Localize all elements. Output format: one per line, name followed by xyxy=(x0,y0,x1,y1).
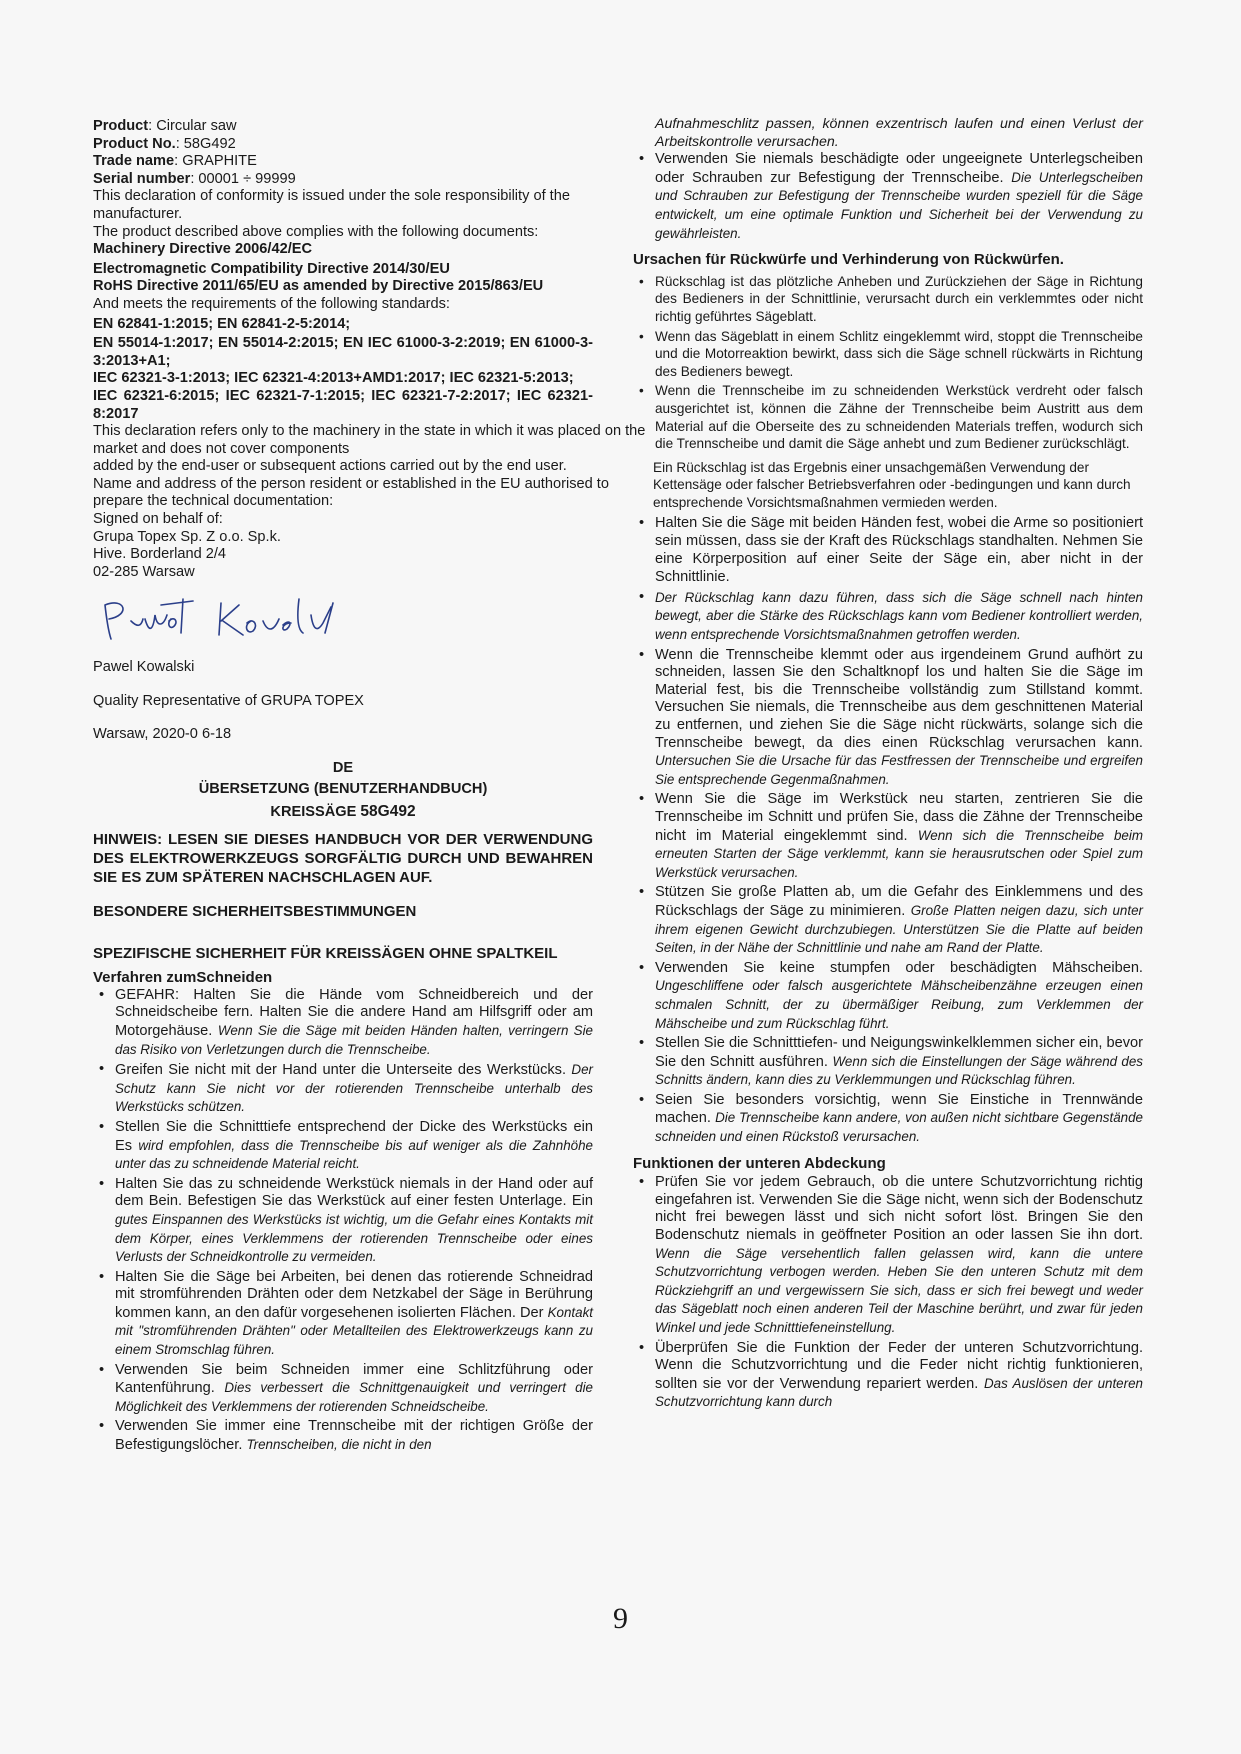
signatory-name: Pawel Kowalski xyxy=(93,659,195,676)
address-street: Hive. Borderland 2/4 xyxy=(93,546,227,563)
kickback-list xyxy=(633,273,1143,453)
heading-cutting: Verfahren zumSchneiden xyxy=(93,969,273,987)
signed-on-behalf: Signed on behalf of: xyxy=(93,511,223,528)
product-line: Product: Circular saw xyxy=(93,118,237,134)
list-item: • Stellen Sie die Schnitttiefe entsprechend der Dicke des Werkstücks ein Es wird empfohlen, dass die Trennscheibe bis auf weniger als die Zahnhöhe unter das zu schneidende Material reicht. xyxy=(93,1119,593,1174)
standards-1: EN 62841-1:2015; EN 62841-2-5:2014; xyxy=(93,315,351,332)
place-date: Warsaw, 2020-0 6-18 xyxy=(93,726,232,743)
heading-kickback: Ursachen für Rückwürfe und Verhinderung von Rückwürfen. xyxy=(633,251,1064,269)
standards-3: IEC 62321-3-1:2013; IEC 62321-4:2013+AMD1:2017; IEC 62321-5:2013; xyxy=(93,370,574,387)
address-city: 02-285 Warsaw xyxy=(93,563,195,580)
list-item: • Prüfen Sie vor jedem Gebrauch, ob die untere Schutzvorrichtung richtig eingefahren ist. Verwenden Sie die Säge nicht, wenn sich der Bodenschutz nicht frei bewegen lässt und sich nicht sofort löst. Bringen Sie den Bodenschutz niemals in geöffneter Position an oder lassen Sie ihn dort. Wenn die Säge versehentlich fallen gelassen wird, kann die untere Schutzvorrichtung verbogen werden. Heben Sie den unteren Schutz mit dem Rückziehgriff an und vergewissern Sie sich, dass er sich frei bewegt und weder das Sägeblatt noch einen anderen Teil der Maschine berührt, und zwar für jeden Winkel und jede Schnitttiefeneinstellung. xyxy=(633,1174,1143,1337)
list-item: • Überprüfen Sie die Funktion der Feder der unteren Schutzvorrichtung. Wenn die Schutzvorrichtung und die Feder nicht richtig funktionieren, sollten sie vor der Verwendung repariert werden. Das Auslösen der unteren Schutzvorrichtung kann durch xyxy=(633,1340,1143,1412)
list-item: • Stützen Sie große Platten ab, um die Gefahr des Einklemmens und des Rückschlags der Säge zu minimieren. Große Platten neigen dazu, sich unter ihrem eigenen Gewicht durchzubiegen. Unterstützen Sie die Platte auf beiden Seiten, in der Nähe der Schnittlinie und nahe am Rand der Platte. xyxy=(633,884,1143,957)
washer-list xyxy=(633,151,1143,243)
kickback-prevention-list xyxy=(633,515,1143,1146)
list-item: • Verwenden Sie keine stumpfen oder beschädigten Mähscheiben. Ungeschliffene oder falsch ausgerichtete Mähscheibenzähne erzeugen einen schmalen Schnitt, der zu übermäßiger Reibung, zum Verklemmen der Mähscheibe und zum Rückschlag führt. xyxy=(633,960,1143,1033)
list-item: • Greifen Sie nicht mit der Hand unter die Unterseite des Werkstücks. Der Schutz kann Sie nicht vor der rotierenden Trennscheibe unterhalb des Werkstücks schützen. xyxy=(93,1061,593,1117)
scope-text: This declaration refers only to the machinery in the state in which it was placed on the market and does not cover components xyxy=(93,423,646,457)
product-no-line: Product No.: 58G492 xyxy=(93,135,236,152)
directive-rohs: RoHS Directive 2011/65/EU as amended by Directive 2015/863/EU xyxy=(93,278,544,295)
standards-2: EN 55014-1:2017; EN 55014-2:2015; EN IEC 61000-3-2:2019; EN 61000-3-3:2013+A1; xyxy=(93,335,593,369)
list-item: • Halten Sie das zu schneidende Werkstück niemals in der Hand oder auf dem Bein. Befestigen Sie das Werkstück auf einer festen Unterlage. Ein gutes Einspannen des Werkstücks ist wichtig, um die Gefahr eines Kontakts mit dem Körper, eines Verklemmens der rotierenden Trennscheibe oder eines Verlusts der Schneidkontrolle zu vermeiden. xyxy=(93,1176,593,1267)
language-code: DE xyxy=(332,759,354,776)
serial-line: Serial number: 00001 ÷ 99999 xyxy=(93,170,296,187)
list-item: • Der Rückschlag kann dazu führen, dass sich die Säge schnell nach hinten bewegt, aber die Stärke des Rückschlags kann vom Bediener kontrolliert werden, wenn entsprechende Vorsichtsmaßnahmen getroffen werden. xyxy=(633,589,1143,645)
list-item: • Verwenden Sie immer eine Trennscheibe mit der richtigen Größe der Befestigungslöcher. Trennscheiben, die nicht in den xyxy=(93,1418,593,1454)
continued-text: Aufnahmeschlitz passen, können exzentrisch laufen und einen Verlust der Arbeitskontrolle verursachen. xyxy=(655,116,1143,150)
list-item: • Rückschlag ist das plötzliche Anheben und Zurückziehen der Säge in Richtung des Bedieners in der Schnittlinie, verursacht durch ein verklemmtes oder nicht richtig geführtes Sägeblatt. xyxy=(633,273,1143,326)
trade-name-line: Trade name: GRAPHITE xyxy=(93,153,257,170)
end-user-text: added by the end-user or subsequent actions carried out by the end user. xyxy=(93,458,567,475)
compliance-text: The product described above complies with the following documents: xyxy=(93,223,539,240)
cutting-list xyxy=(93,987,593,1455)
page-number: 9 xyxy=(613,1602,628,1635)
kickback-paragraph: Ein Rückschlag ist das Ergebnis einer unsachgemäßen Verwendung der Kettensäge oder falscher Betriebsverfahren oder -bedingungen und kann durch entsprechende Vorsichtsmaßnahmen vermieden werden. xyxy=(653,459,1131,510)
product-title: KREISSÄGE 58G492 xyxy=(270,803,416,820)
standards-4: IEC 62321-6:2015; IEC 62321-7-1:2015; IEC 62321-7-2:2017; IEC 62321-8:2017 xyxy=(93,387,593,422)
list-item: • Verwenden Sie beim Schneiden immer eine Schlitzführung oder Kantenführung. Dies verbessert die Schnittgenauigkeit und verringert die Möglichkeit des Verklemmens der rotierenden Schneidscheibe. xyxy=(93,1362,593,1417)
signatory-role: Quality Representative of GRUPA TOPEX xyxy=(93,692,364,709)
heading-special-safety: BESONDERE SICHERHEITSBESTIMMUNGEN xyxy=(93,902,417,920)
left-column xyxy=(93,118,646,1457)
list-item: • Wenn die Trennscheibe im zu schneidenden Werkstück verdreht oder falsch ausgerichtet ist, können die Zähne der Trennscheibe beim Austritt aus dem Material auf die Oberseite des zu schneidenden Materials treffen, wodurch sich die Trennscheibe und damit die Säge anhebt und zum Bediener zurückschlägt. xyxy=(633,382,1143,452)
directive-machinery: Machinery Directive 2006/42/EC xyxy=(93,241,313,258)
signature-image xyxy=(97,593,347,643)
standards-intro: And meets the requirements of the following standards: xyxy=(93,295,450,312)
heading-lower-guard: Funktionen der unteren Abdeckung xyxy=(633,1154,886,1172)
list-item: • GEFAHR: Halten Sie die Hände vom Schneidbereich und der Schneidscheibe fern. Halten Sie die andere Hand am Hilfsgriff oder am Motorgehäuse. Wenn Sie die Säge mit beiden Händen halten, verringern Sie das Risiko von Verletzungen durch die Trennscheibe. xyxy=(93,987,593,1059)
address-company: Grupa Topex Sp. Z o.o. Sp.k. xyxy=(93,528,281,545)
list-item: • Wenn Sie die Säge im Werkstück neu starten, zentrieren Sie die Trennscheibe im Schnitt und prüfen Sie, dass die Zähne der Trennscheibe nicht im Material eingeklemmt sind. Wenn sich die Trennscheibe beim erneuten Starten der Säge verklemmt, kann sie herausrutschen oder Spiel zum Werkstück verursachen. xyxy=(633,791,1143,882)
list-item: • Wenn das Sägeblatt in einem Schlitz eingeklemmt wird, stoppt die Trennscheibe und die Motorreaktion bewirkt, dass sich die Säge schnell rückwärts in Richtung des Bedieners bewegt. xyxy=(633,328,1143,381)
right-column xyxy=(633,116,1143,1414)
declaration-text: This declaration of conformity is issued under the sole responsibility of the manufacturer. xyxy=(93,188,570,222)
heading-specific-safety: SPEZIFISCHE SICHERHEIT FÜR KREISSÄGEN OHNE SPALTKEIL xyxy=(93,945,558,963)
list-item: • Wenn die Trennscheibe klemmt oder aus irgendeinem Grund aufhört zu schneiden, lassen Sie den Schaltknopf los und halten Sie die Säge im Material fest, bis die Trennscheibe vollständig zum Stillstand kommt. Versuchen Sie niemals, die Trennscheibe aus dem geschnittenen Material zu entfernen, und ziehen Sie die Säge nicht rückwärts, solange sich die Trennscheibe bewegt, da dies einen Rückschlag verursachen kann. Untersuchen Sie die Ursache für das Festfressen der Trennscheibe und ergreifen Sie entsprechende Gegenmaßnahmen. xyxy=(633,647,1143,790)
handwritten-signature xyxy=(97,593,593,649)
list-item: • Stellen Sie die Schnitttiefen- und Neigungswinkelklemmen sicher ein, bevor Sie den Schnitt ausführen. Wenn sich die Einstellungen der Säge während des Schnitts ändern, kann dies zu Verklemmungen und Rückschlag führen. xyxy=(633,1035,1143,1090)
manual-title: ÜBERSETZUNG (BENUTZERHANDBUCH) xyxy=(198,781,488,798)
notice: HINWEIS: LESEN SIE DIESES HANDBUCH VOR DER VERWENDUNG DES ELEKTROWERKZEUGS SORGFÄLTIG DURCH UND BEWAHREN SIE ES ZUM SPÄTEREN NACHSCHLAGEN AUF. xyxy=(93,830,593,886)
authorised-person-text: Name and address of the person resident or established in the EU authorised to prepare the technical documentation: xyxy=(93,475,609,510)
list-item: • Halten Sie die Säge mit beiden Händen fest, wobei die Arme so positioniert sein müssen, dass sie der Kraft des Rückschlags standhalten. Nehmen Sie eine Körperposition auf einer Seite der Säge ein, aber nicht in der Schnittlinie. xyxy=(633,515,1143,586)
list-item: • Seien Sie besonders vorsichtig, wenn Sie Einstiche in Trennwände machen. Die Trennscheibe kann andere, von außen nicht sichtbare Gegenstände schneiden und einen Rückstoß verursachen. xyxy=(633,1092,1143,1147)
directive-emc: Electromagnetic Compatibility Directive 2014/30/EU xyxy=(93,260,450,277)
list-item: • Verwenden Sie niemals beschädigte oder ungeeignete Unterlegscheiben oder Schrauben zur Befestigung der Trennscheibe. Die Unterlegscheiben und Schrauben zur Befestigung der Trennscheibe wurden speziell für die Säge entwickelt, um eine optimale Funktion und Sicherheit bei der Verwendung zu gewährleisten. xyxy=(633,151,1143,243)
list-item: • Halten Sie die Säge bei Arbeiten, bei denen das rotierende Schneidrad mit stromführenden Drähten oder dem Netzkabel der Säge in Berührung kommen kann, an den dafür vorgesehenen isolierten Flächen. Der Kontakt mit "stromführenden Drähten" oder Metallteilen des Elektrowerkzeugs kann zu einem Stromschlag führen. xyxy=(93,1269,593,1360)
lower-guard-list xyxy=(633,1174,1143,1412)
